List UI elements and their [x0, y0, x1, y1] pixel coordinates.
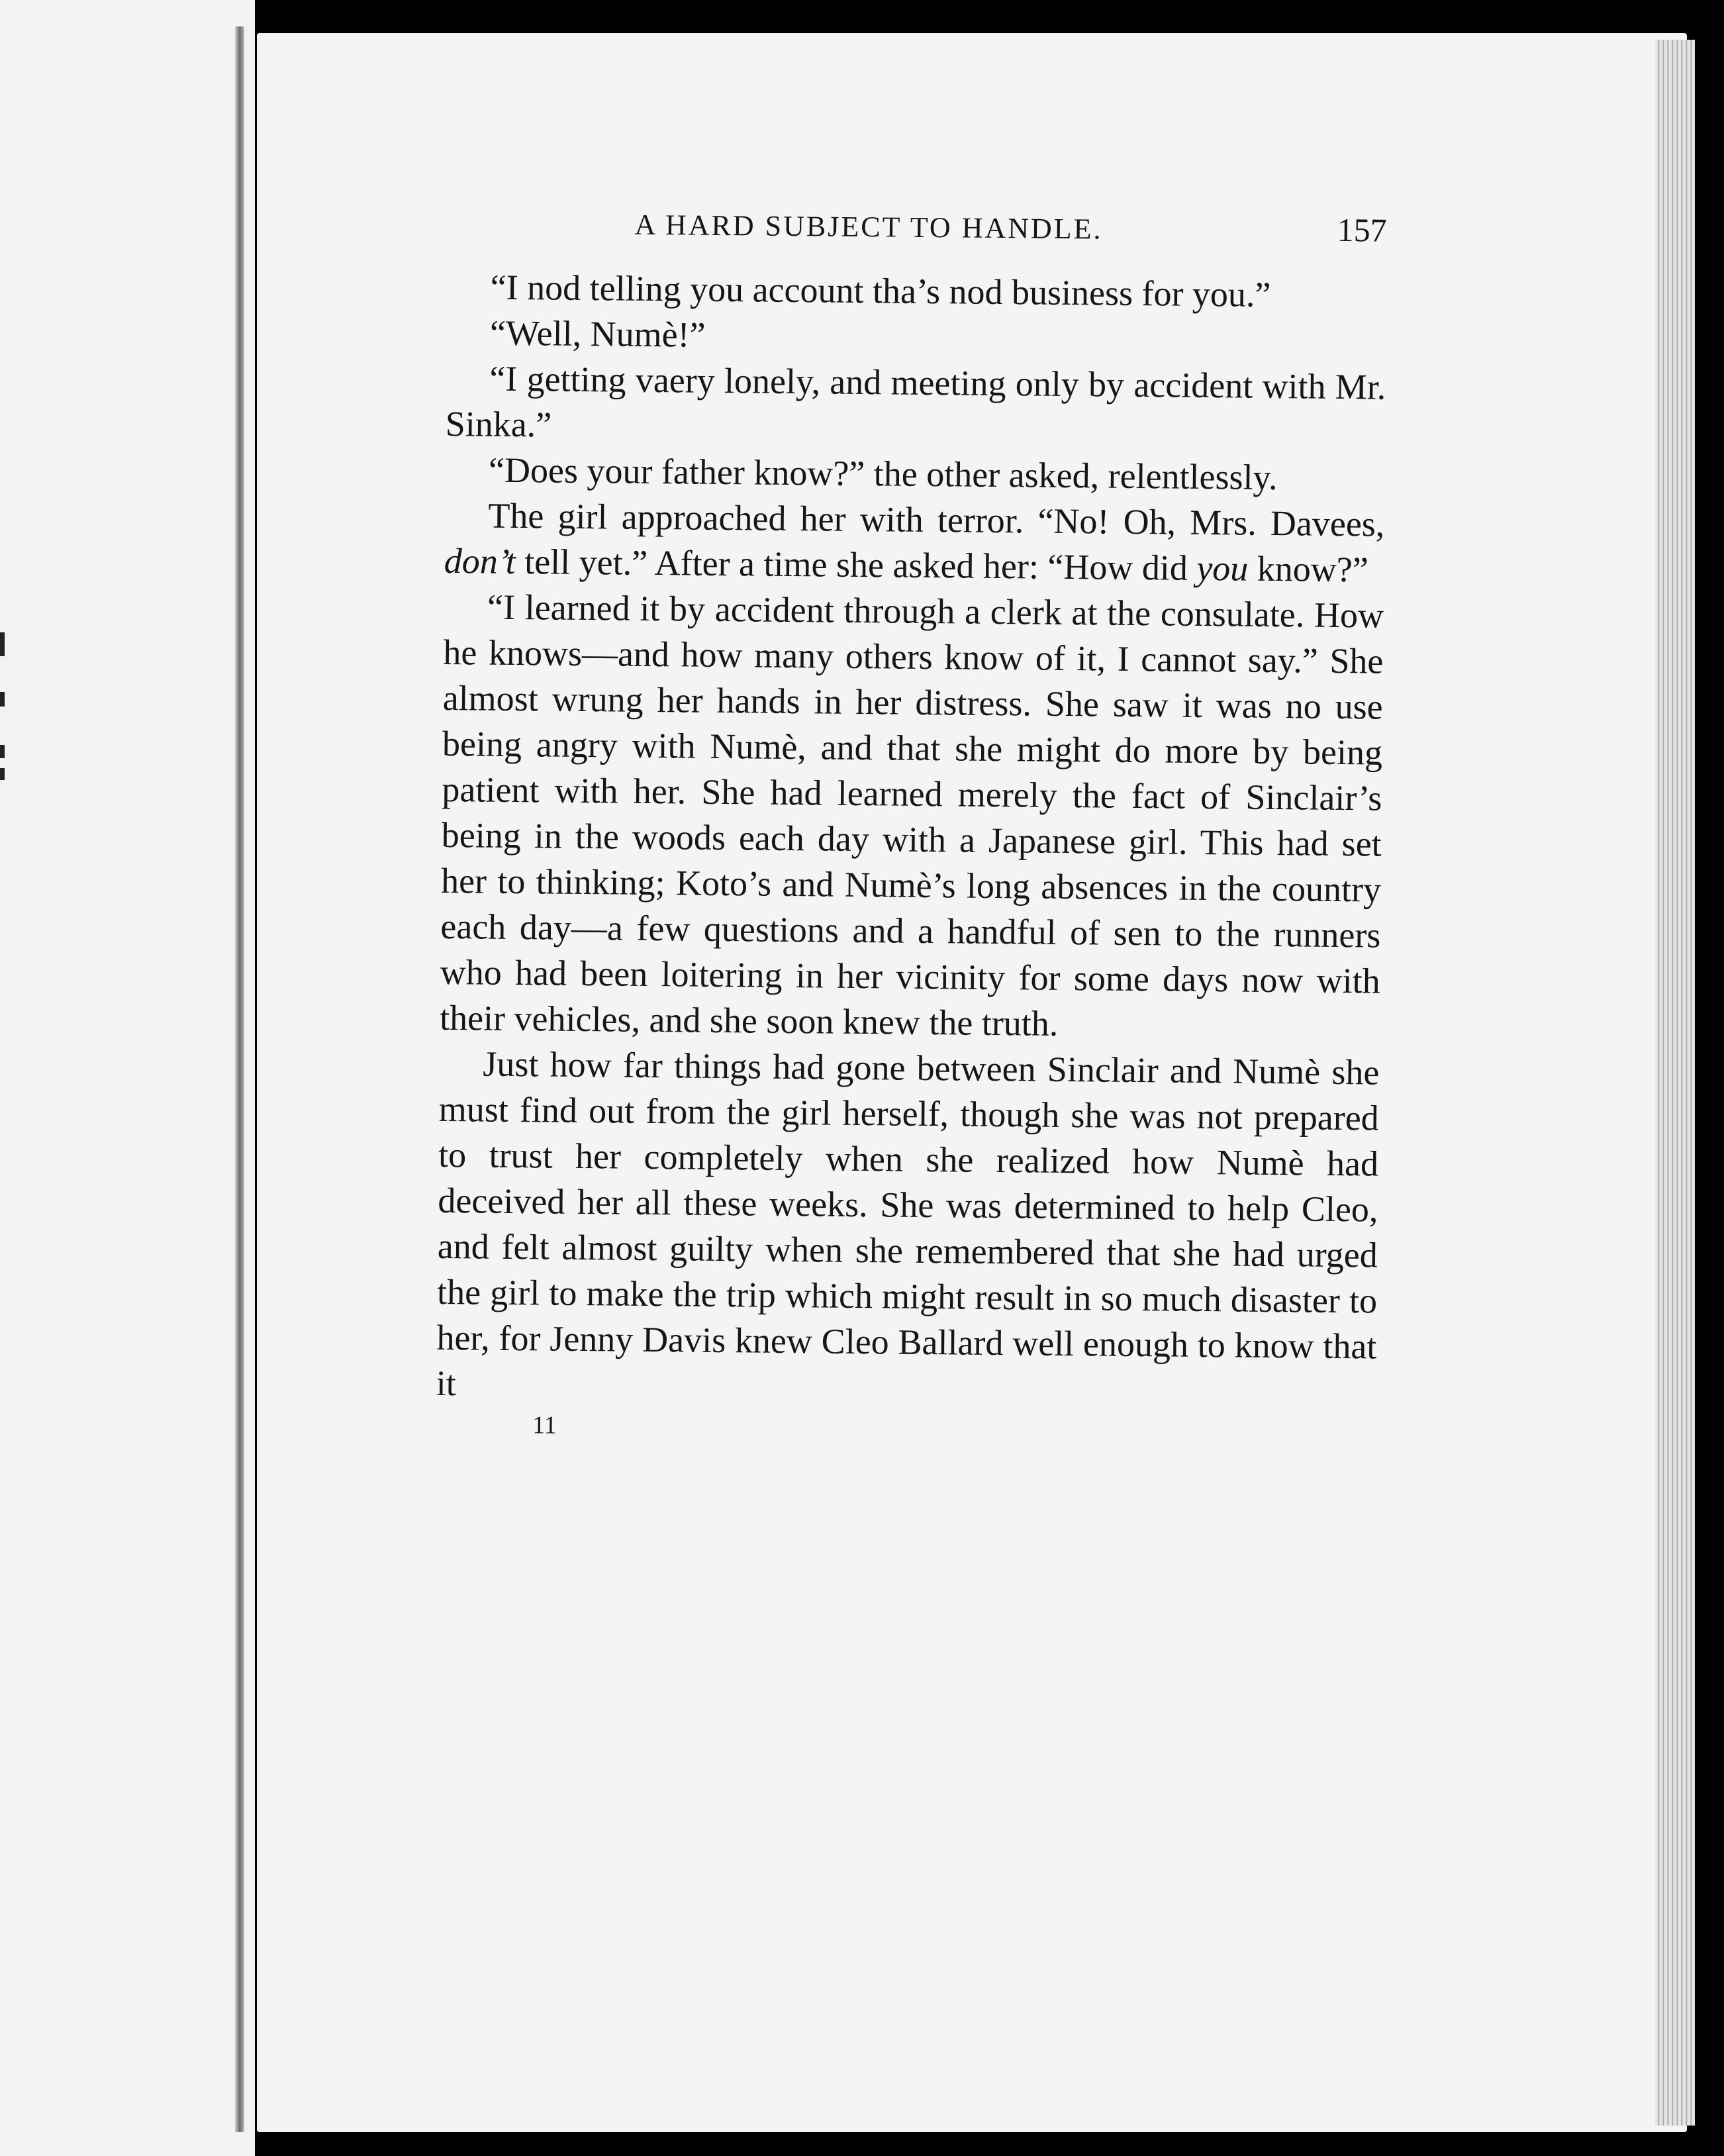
paragraph: “I nod telling you account tha’s nod business for you.”	[490, 267, 1271, 315]
signature-mark: 11	[532, 1411, 557, 1440]
emphasis-text: you	[1196, 548, 1249, 589]
paragraph: Just how far things had gone between Sinclair and Numè she must find out from the girl herself, though she was not prepared to trust her completely when she realized how Numè had deceived her all these weeks. She was determined to help Cleo, and felt almost guilty when she remembered that she had urged the girl to make the trip which might result in so much disaster to her, for Jenny Davis knew Cleo Ballard well enough to know that it	[436, 1044, 1380, 1404]
running-head	[634, 201, 1387, 255]
running-head-title: A HARD SUBJECT TO HANDLE.	[634, 208, 1103, 246]
left-page-ink-mark	[0, 632, 5, 656]
left-page-edge	[0, 0, 255, 2156]
paragraph-text: The girl approached her with terror. “No! Oh, Mrs. Davees,	[488, 495, 1385, 544]
left-page-ink-mark	[0, 745, 5, 758]
paragraph-text: know?”	[1248, 548, 1369, 590]
paragraph: “I getting vaery lonely, and meeting only by accident with Mr. Sinka.”	[445, 358, 1386, 445]
page-number: 157	[1337, 211, 1387, 249]
emphasis-text: don’t	[444, 540, 516, 582]
book-gutter	[235, 26, 244, 2132]
paragraph: “Does your father know?” the other asked, relentlessly.	[488, 450, 1278, 498]
paragraph	[444, 493, 1384, 593]
page-stack-edge	[1655, 40, 1695, 2126]
paragraph: “I learned it by accident through a clerk at the consulate. How he knows—and how many others know of it, I cannot say.” She almost wrung her hands in her distress. She saw it was no use being angry with Numè, and that she might do more by being patient with her. She had learned merely the fact of Sinclair’s being in the woods each day with a Japanese girl. This had set her to thinking; Koto’s and Numè’s long absences in the country each day—a few questions and a handful of sen to the runners who had been loitering in her vicinity for some days now with their vehicles, and she soon knew the truth.	[439, 587, 1384, 1044]
left-page-ink-mark	[0, 692, 5, 707]
paragraph-text: tell yet.” After a time she asked her: “How did	[515, 542, 1197, 588]
paragraph: “Well, Numè!”	[489, 313, 706, 355]
page-text-block	[436, 199, 1388, 1450]
left-page-ink-mark	[0, 768, 5, 780]
